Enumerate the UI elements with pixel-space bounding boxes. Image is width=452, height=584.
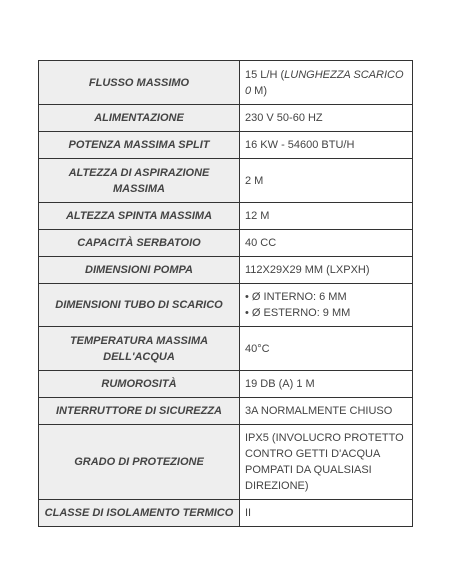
spec-label: ALIMENTAZIONE: [39, 105, 240, 132]
spec-value: 16 KW - 54600 BTU/H: [240, 132, 413, 159]
spec-label: ALTEZZA DI ASPIRAZIONE MASSIMA: [39, 159, 240, 203]
spec-value-prefix: 15 L/H (: [245, 68, 285, 81]
spec-label: DIMENSIONI TUBO DI SCARICO: [39, 284, 240, 327]
table-row: [39, 398, 413, 425]
spec-value: [240, 284, 413, 327]
spec-label: INTERRUTTORE DI SICUREZZA: [39, 398, 240, 425]
spec-value-italic: LUNGHEZZA SCARICO 0: [245, 68, 404, 97]
spec-label: DIMENSIONI POMPA: [39, 257, 240, 284]
table-row: [39, 203, 413, 230]
spec-label: POTENZA MASSIMA SPLIT: [39, 132, 240, 159]
spec-label: CLASSE DI ISOLAMENTO TERMICO: [39, 500, 240, 527]
spec-value: 3A NORMALMENTE CHIUSO: [240, 398, 413, 425]
spec-value: 12 M: [240, 203, 413, 230]
spec-label: TEMPERATURA MASSIMA DELL'ACQUA: [39, 327, 240, 371]
spec-label: GRADO DI PROTEZIONE: [39, 425, 240, 500]
spec-value: 230 V 50-60 HZ: [240, 105, 413, 132]
spec-value: 19 DB (A) 1 M: [240, 371, 413, 398]
spec-value: 2 M: [240, 159, 413, 203]
spec-value: 112X29X29 MM (LXPXH): [240, 257, 413, 284]
table-row: [39, 500, 413, 527]
spec-label: CAPACITÀ SERBATOIO: [39, 230, 240, 257]
spec-label: RUMOROSITÀ: [39, 371, 240, 398]
table-row: [39, 257, 413, 284]
specifications-table: [38, 60, 413, 527]
spec-value: IPX5 (INVOLUCRO PROTETTO CONTRO GETTI D'ACQUA POMPATI DA QUALSIASI DIREZIONE): [240, 425, 413, 500]
table-row: [39, 132, 413, 159]
table-row: [39, 327, 413, 371]
table-row: [39, 425, 413, 500]
table-row: [39, 105, 413, 132]
bullet-item: • Ø ESTERNO: 9 MM: [245, 307, 351, 319]
table-row: [39, 159, 413, 203]
table-row: [39, 230, 413, 257]
table-row: [39, 371, 413, 398]
spec-label: ALTEZZA SPINTA MASSIMA: [39, 203, 240, 230]
spec-label: FLUSSO MASSIMO: [39, 61, 240, 105]
table-row: [39, 61, 413, 105]
spec-value: 40 CC: [240, 230, 413, 257]
bullet-item: • Ø INTERNO: 6 MM: [245, 291, 347, 303]
spec-value: II: [240, 500, 413, 527]
spec-value: 40°C: [240, 327, 413, 371]
table-row: [39, 284, 413, 327]
spec-value-suffix: M): [251, 84, 268, 97]
spec-value: [240, 61, 413, 105]
